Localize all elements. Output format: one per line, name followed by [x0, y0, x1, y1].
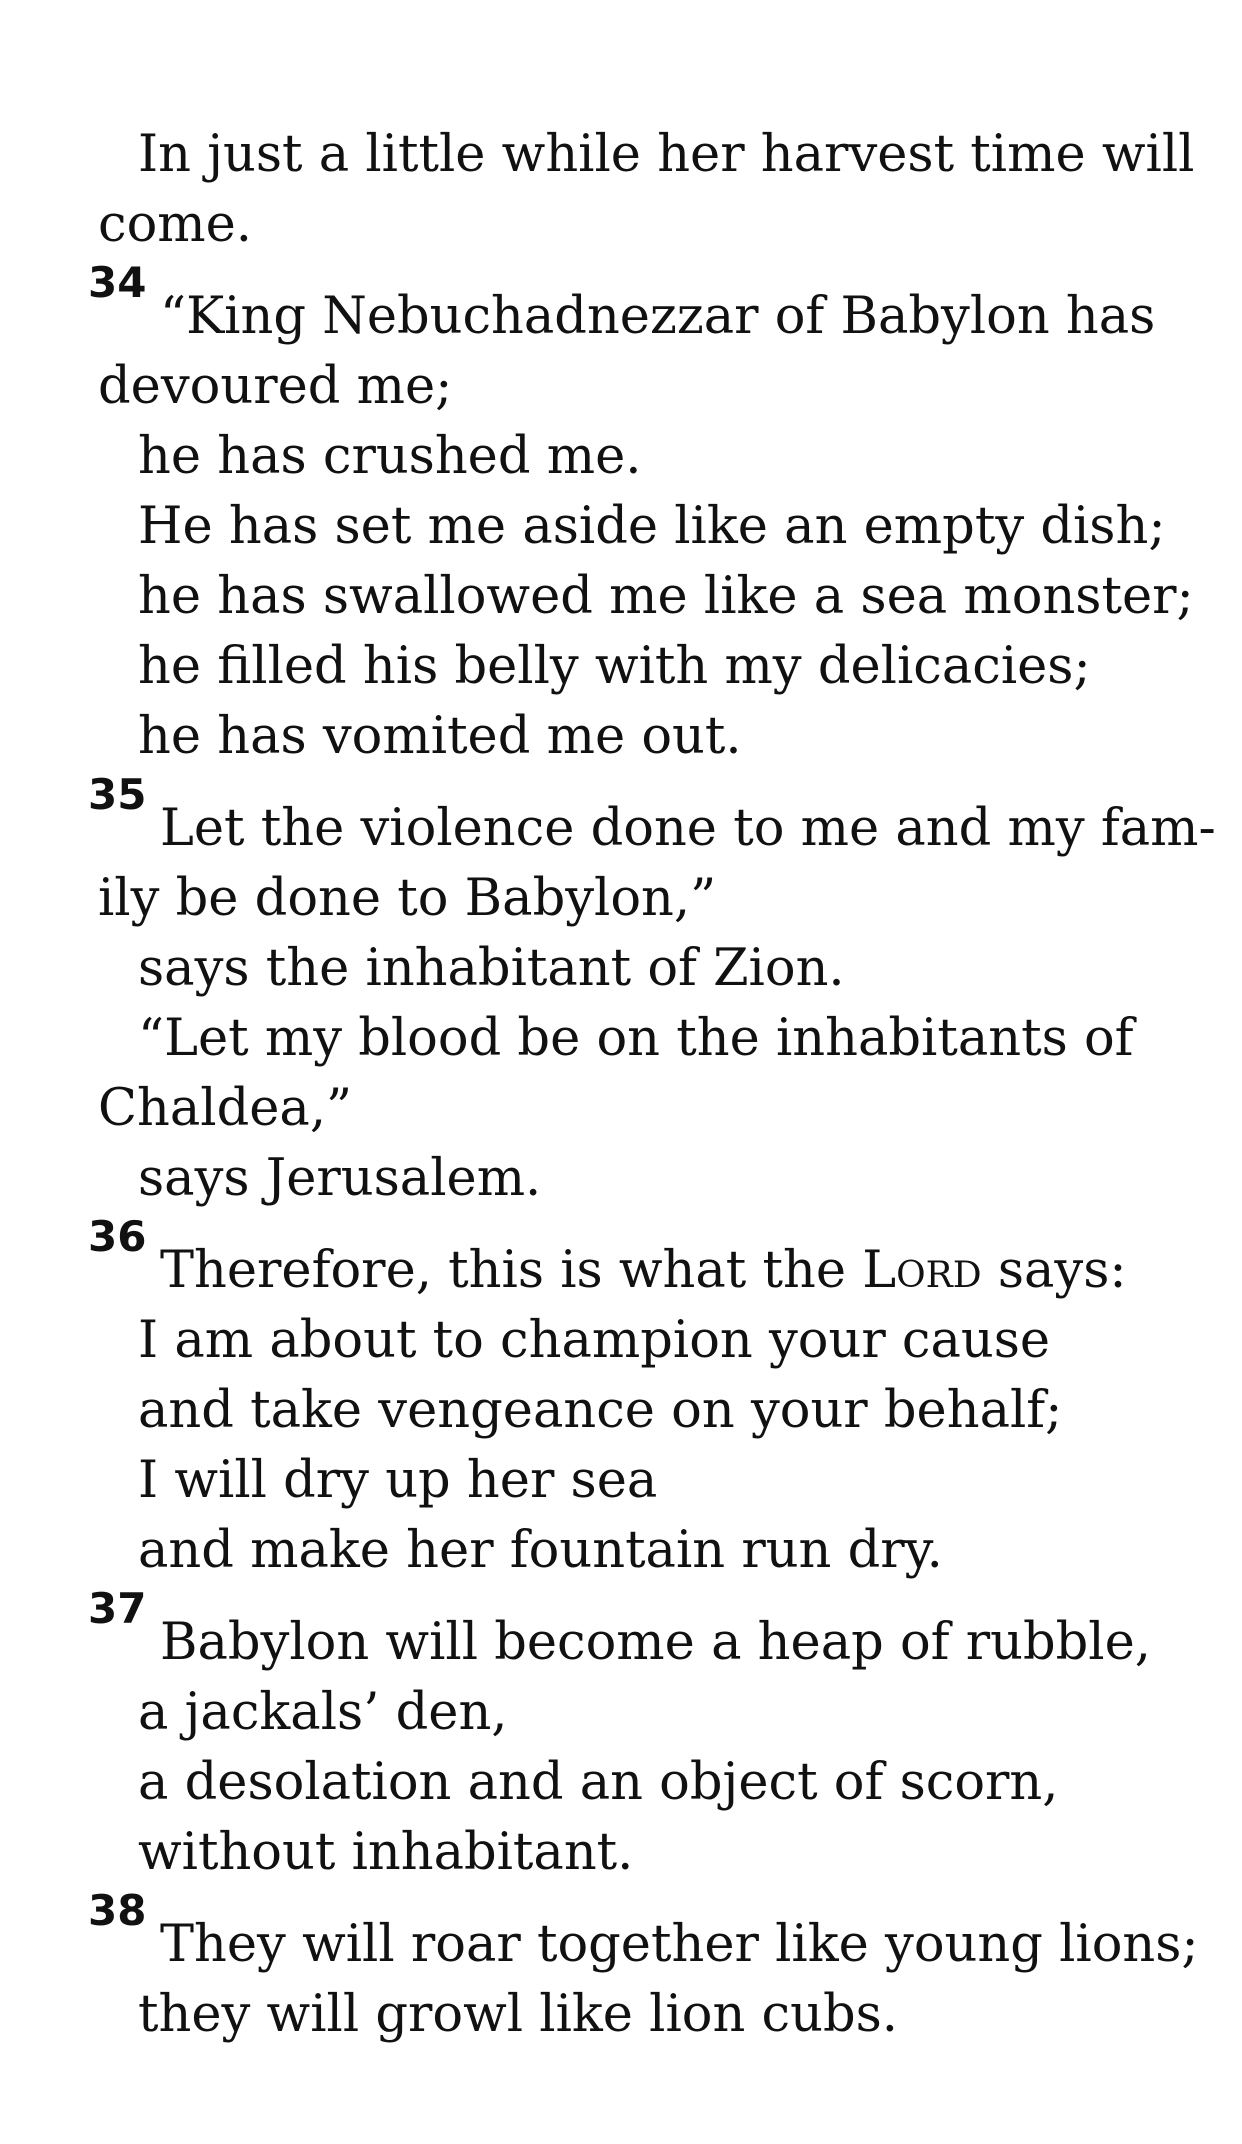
verse-number: 37 [88, 1584, 147, 1633]
verse-text [160, 1236, 1127, 1306]
verse-35 [0, 772, 1242, 864]
poetry-line: says Jerusalem. [138, 1149, 542, 1208]
poetry-line: he has crushed me. [138, 427, 642, 486]
poetry-line: without inhabitant. [138, 1823, 634, 1882]
poetry-line: I am about to champion your cause [138, 1311, 1051, 1370]
verse-37 [0, 1586, 1242, 1678]
poetry-line: Chaldea,” [98, 1079, 353, 1138]
poetry-line: he has swallowed me like a sea monster; [138, 567, 1194, 626]
poetry-line: ily be done to Babylon,” [98, 869, 717, 928]
poetry-line: He has set me aside like an empty dish; [138, 497, 1166, 556]
verse-34 [0, 260, 1242, 352]
divine-name: Lord [862, 1241, 982, 1300]
verse-text: They will roar together like young lions; [160, 1915, 1199, 1974]
poetry-line: a desolation and an object of scorn, [138, 1753, 1059, 1812]
verse-38 [0, 1888, 1242, 1980]
poetry-line: In just a little while her harvest time will [138, 125, 1195, 184]
poetry-line: says the inhabitant of Zion. [138, 939, 845, 998]
verse-text: Let the violence done to me and my fam- [160, 799, 1216, 858]
verse-number: 35 [88, 770, 147, 819]
verse-36 [0, 1214, 1242, 1306]
scripture-text [0, 120, 1242, 2050]
poetry-line: devoured me; [98, 357, 453, 416]
poetry-line: and make her fountain run dry. [138, 1521, 943, 1580]
verse-text: Babylon will become a heap of rubble, [160, 1613, 1151, 1672]
verse-number: 36 [88, 1212, 147, 1261]
poetry-line: I will dry up her sea [138, 1451, 658, 1510]
verse-text-part: Therefore, this is what the [160, 1241, 863, 1300]
poetry-line: they will growl like lion cubs. [138, 1985, 898, 2044]
poetry-line: a jackals’ den, [138, 1683, 508, 1742]
poetry-line: and take vengeance on your behalf; [138, 1381, 1063, 1440]
poetry-line: come. [98, 195, 253, 254]
poetry-line: he has vomited me out. [138, 707, 742, 766]
verse-text: “King Nebuchadnezzar of Babylon has [160, 287, 1156, 346]
poetry-line: “Let my blood be on the inhabitants of [138, 1009, 1134, 1068]
poetry-line: he filled his belly with my delicacies; [138, 637, 1091, 696]
verse-text-part: says: [981, 1241, 1127, 1300]
verse-number: 34 [88, 258, 147, 307]
verse-number: 38 [88, 1886, 147, 1935]
